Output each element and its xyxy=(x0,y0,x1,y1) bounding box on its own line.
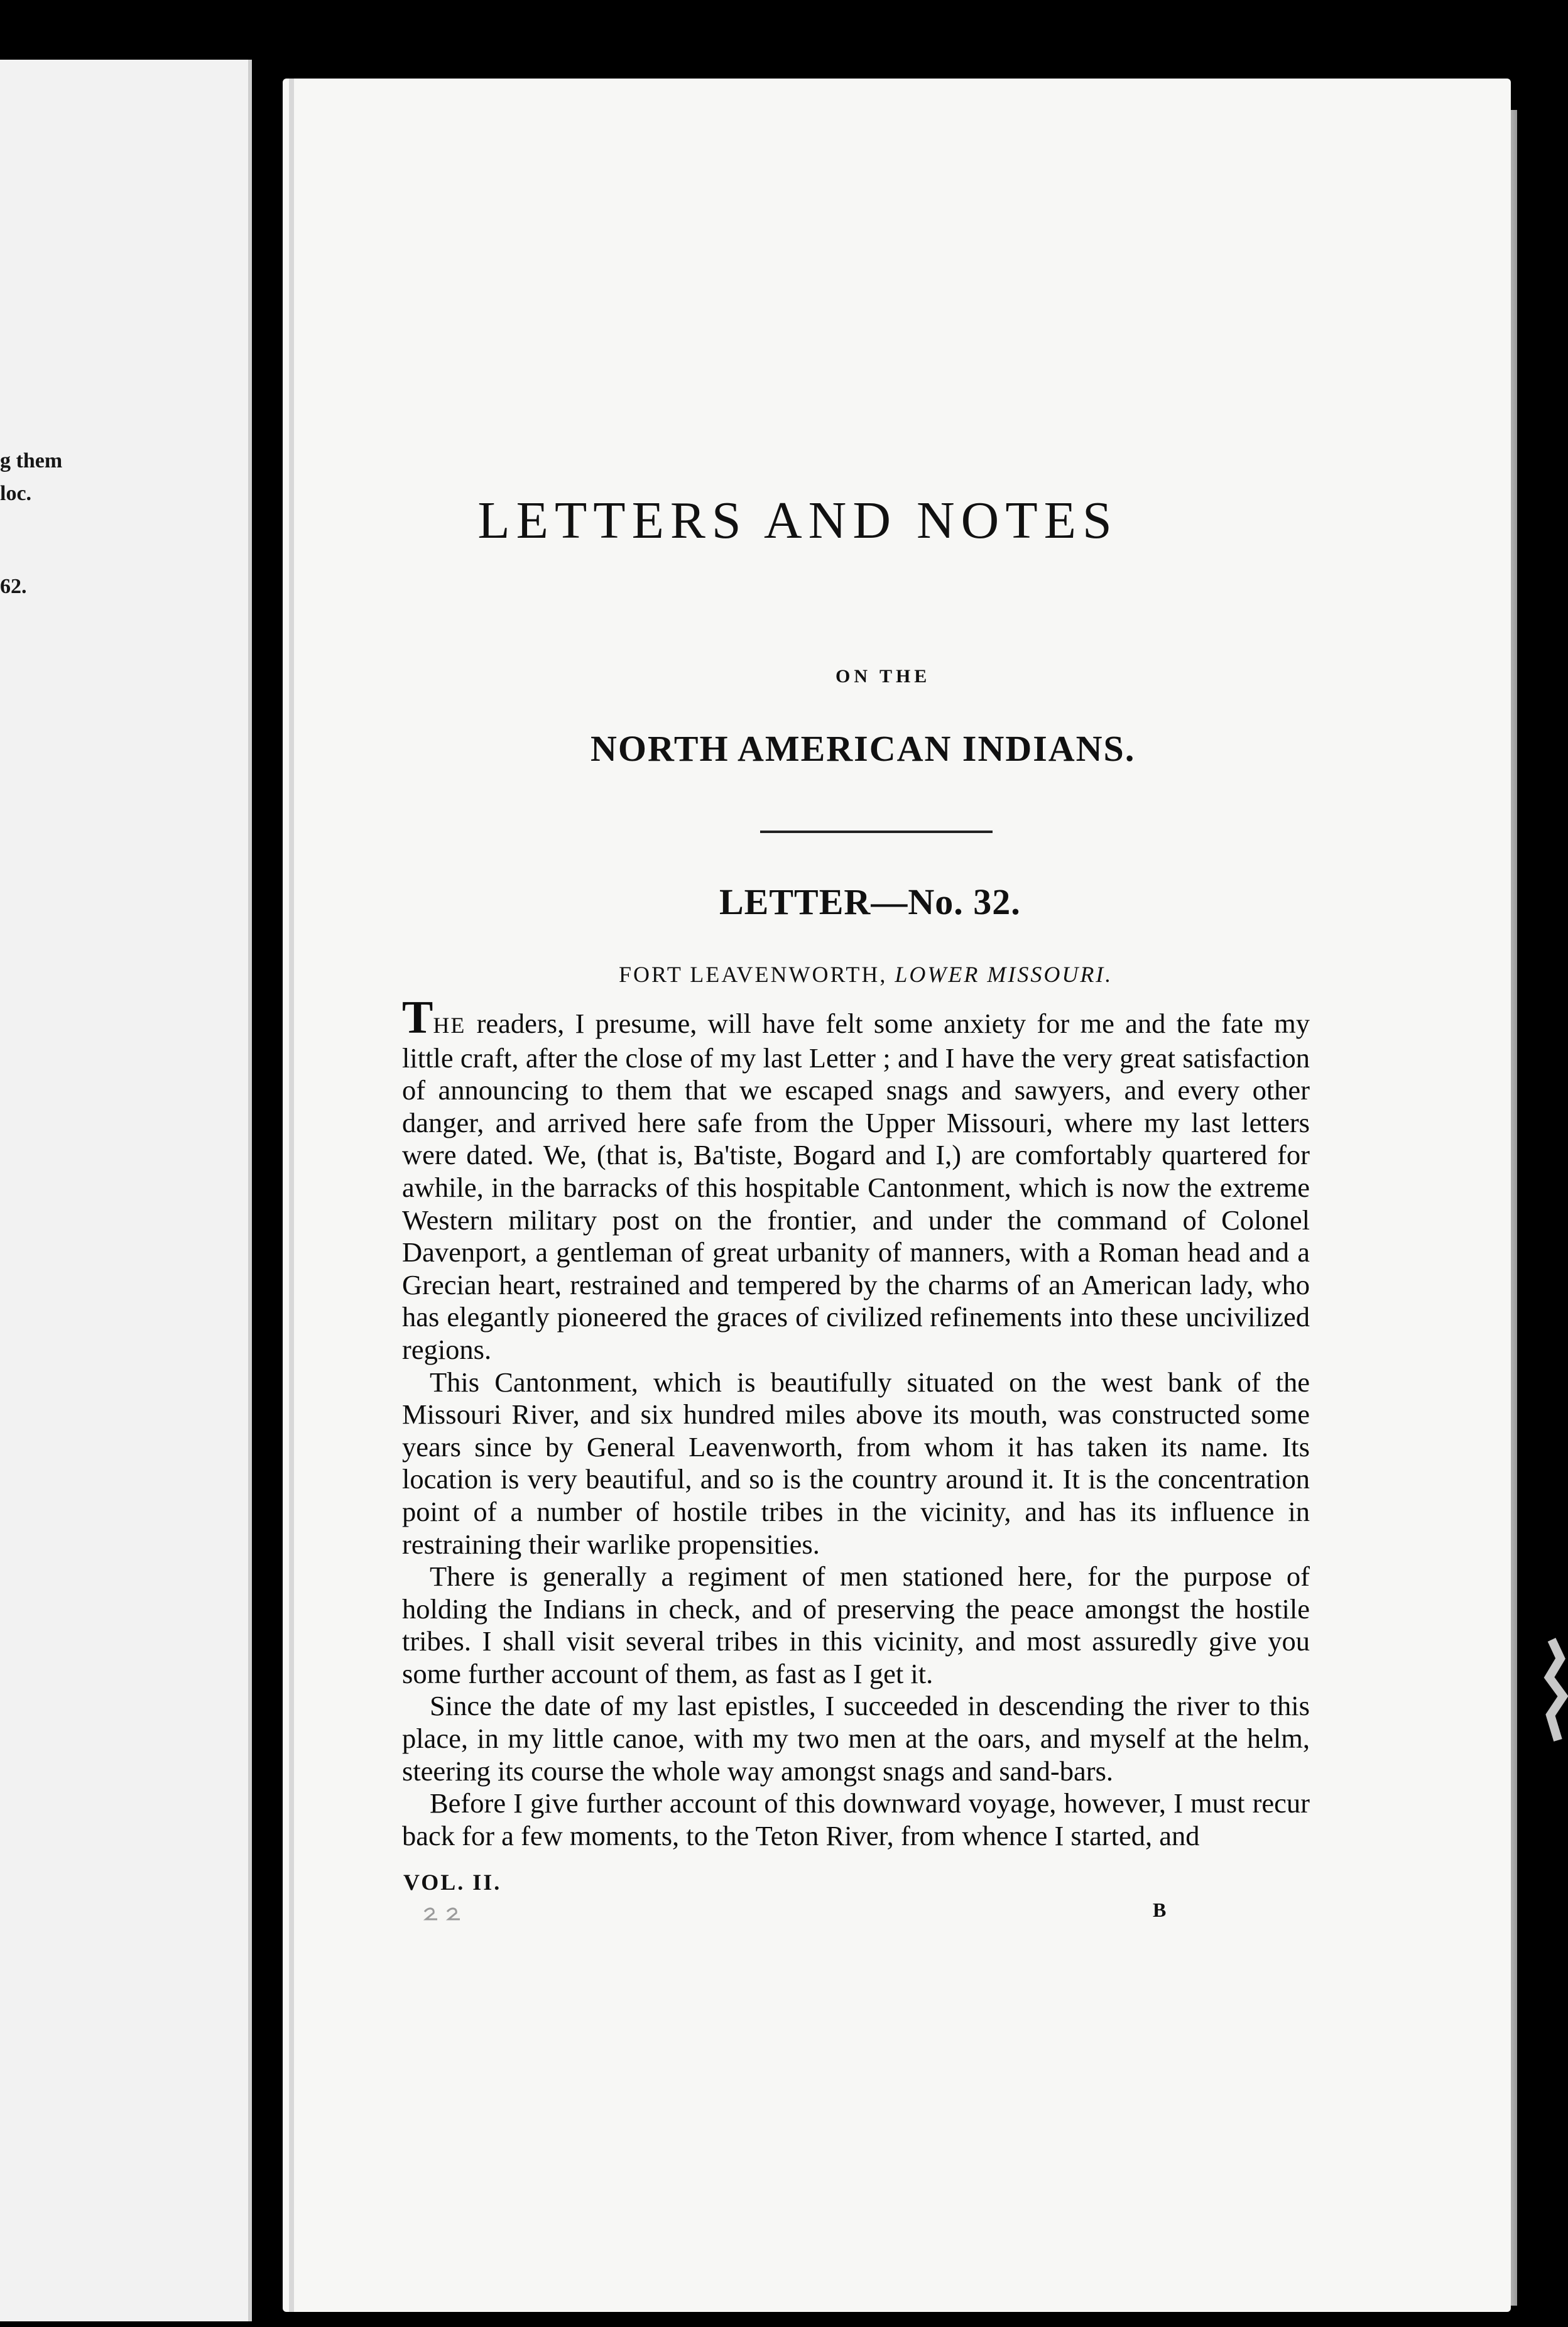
torn-edge-mark xyxy=(1533,1633,1568,1747)
letter-body xyxy=(402,992,1310,1852)
book-title: LETTERS AND NOTES xyxy=(477,491,1118,550)
drop-cap: T xyxy=(402,992,433,1044)
previous-page-fragment: 62. xyxy=(0,575,27,598)
paragraph: Before I give further account of this downward voyage, however, I must recur back for a few moments, to the Teton River, from whence I started, and xyxy=(402,1787,1310,1851)
letter-heading: LETTER—No. 32. xyxy=(719,881,1021,922)
place-region: LOWER MISSOURI. xyxy=(895,962,1113,987)
signature-mark: B xyxy=(1153,1899,1167,1921)
place-name: FORT LEAVENWORTH, xyxy=(619,962,895,987)
page-gutter xyxy=(289,79,294,2312)
previous-page-fragment: g them xyxy=(0,449,63,472)
previous-page xyxy=(0,60,252,2321)
previous-page-fragment: loc. xyxy=(0,482,32,505)
book-subject: NORTH AMERICAN INDIANS. xyxy=(591,728,1136,769)
volume-marker: VOL. II. xyxy=(403,1870,502,1895)
title-connector: ON THE xyxy=(836,666,931,687)
paragraph-text: readers, I presume, will have felt some anxiety for me and the fate my little craft, after the close of my last Letter ; and I have the very great satisfaction of announcing to them that we escaped snags and sawyers, and every other danger, and arrived here safe from the Upper Missouri, where my last letters were dated. We, (that is, Ba'tiste, Bogard and I,) are comfortably quartered for awhile, in the barracks of this hospitable Cantonment, which is now the extreme Western military post on the frontier, and under the command of Colonel Davenport, a gentleman of great urbanity of manners, with a Roman head and a Grecian heart, restrained and tempered by the charms of an American lady, who has elegantly pioneered the graces of civilized refinements into these uncivilized regions. xyxy=(402,1008,1310,1365)
paragraph: There is generally a regiment of men stationed here, for the purpose of holding the Indians in check, and of preserving the peace amongst the hostile tribes. I shall visit several tribes in this vicinity, and most assuredly give you some further account of them, as fast as I get it. xyxy=(402,1561,1310,1689)
letter-place xyxy=(619,961,1113,988)
paragraph xyxy=(402,992,1310,1366)
small-caps: HE xyxy=(433,1013,466,1038)
paragraph: This Cantonment, which is beautifully situated on the west bank of the Missouri River, and six hundred miles above its mouth, was constructed some years since by General Leavenworth, from whom it has taken its name. Its location is very beautiful, and so is the country around it. It is the concentration point of a number of hostile tribes in the vicinity, and has its influence in restraining their warlike propensities. xyxy=(402,1366,1310,1560)
title-rule xyxy=(760,831,993,833)
paragraph: Since the date of my last epistles, I succeeded in descending the river to this place, in my little canoe, with my two men at the oars, and myself at the helm, steering its course the whole way amongst snags and sand-bars. xyxy=(402,1690,1310,1787)
pencil-annotation xyxy=(422,1905,472,1923)
